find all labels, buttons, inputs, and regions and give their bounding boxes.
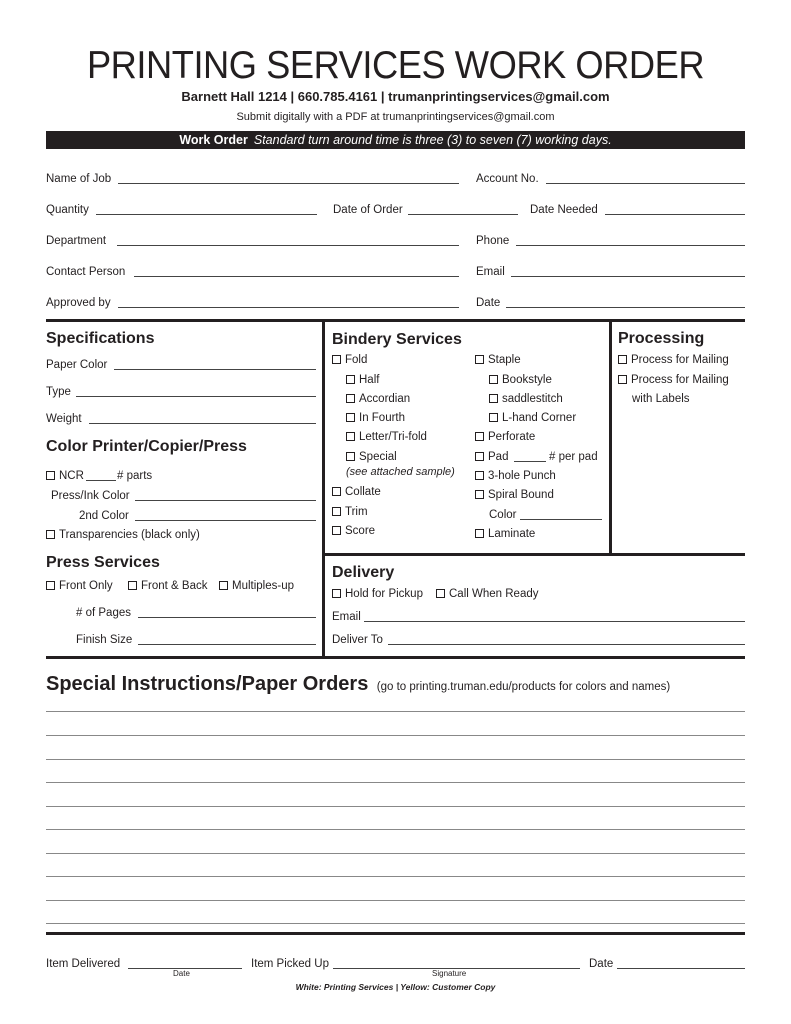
front-only-label: Front Only bbox=[59, 580, 113, 592]
special-instructions-note: (go to printing.truman.edu/products for colors and names) bbox=[376, 681, 671, 693]
three-hole-label: 3-hole Punch bbox=[488, 470, 556, 482]
weight-field[interactable] bbox=[89, 423, 316, 424]
instructions-line-3[interactable] bbox=[46, 759, 745, 760]
process-mailing-labels-checkbox[interactable] bbox=[618, 375, 627, 384]
ncr-option[interactable] bbox=[46, 469, 84, 483]
copy-distribution-note: White: Printing Services | Yellow: Customer Copy bbox=[295, 982, 496, 992]
bookstyle-option[interactable] bbox=[489, 373, 552, 387]
instructions-line-6[interactable] bbox=[46, 829, 745, 830]
second-color-field[interactable] bbox=[135, 520, 316, 521]
per-pad-label: # per pad bbox=[549, 451, 598, 463]
saddlestitch-label: saddlestitch bbox=[502, 393, 563, 405]
half-checkbox[interactable] bbox=[346, 375, 355, 384]
ncr-label: NCR bbox=[59, 470, 84, 482]
see-attached-note: (see attached sample) bbox=[346, 466, 455, 478]
collate-checkbox[interactable] bbox=[332, 487, 341, 496]
trim-label: Trim bbox=[345, 506, 368, 518]
transparencies-option[interactable] bbox=[46, 528, 200, 542]
phone-field[interactable] bbox=[516, 245, 745, 246]
item-delivered-label: Item Delivered bbox=[46, 958, 121, 970]
signature-caption: Signature bbox=[432, 969, 467, 978]
front-back-label: Front & Back bbox=[141, 580, 208, 592]
finish-size-label: Finish Size bbox=[76, 634, 133, 646]
laminate-checkbox[interactable] bbox=[475, 529, 484, 538]
front-back-option[interactable] bbox=[128, 579, 207, 593]
footer-divider bbox=[46, 932, 745, 935]
section-divider-bottom bbox=[46, 656, 745, 659]
multiples-up-label: Multiples-up bbox=[232, 580, 294, 592]
accordian-checkbox[interactable] bbox=[346, 394, 355, 403]
ncr-checkbox[interactable] bbox=[46, 471, 55, 480]
processing-heading: Processing bbox=[618, 330, 705, 347]
accordian-label: Accordian bbox=[359, 393, 411, 405]
instructions-line-7[interactable] bbox=[46, 853, 745, 854]
letter-trifold-checkbox[interactable] bbox=[346, 432, 355, 441]
spiral-color-field[interactable] bbox=[520, 519, 602, 520]
staple-checkbox[interactable] bbox=[475, 355, 484, 364]
contact-info: Barnett Hall 1214 | 660.785.4161 | trumanprintingservices@gmail.com bbox=[181, 89, 610, 104]
instructions-line-5[interactable] bbox=[46, 806, 745, 807]
quantity-label: Quantity bbox=[46, 204, 89, 216]
item-picked-up-label: Item Picked Up bbox=[251, 958, 329, 970]
process-mailing-option[interactable] bbox=[618, 353, 729, 367]
finish-size-field[interactable] bbox=[138, 644, 316, 645]
process-mailing-label: Process for Mailing bbox=[631, 354, 729, 366]
call-ready-checkbox[interactable] bbox=[436, 589, 445, 598]
contact-person-label: Contact Person bbox=[46, 266, 126, 278]
fold-option[interactable] bbox=[332, 353, 367, 367]
num-pages-field[interactable] bbox=[138, 617, 316, 618]
email-field[interactable] bbox=[511, 276, 745, 277]
contact-person-field[interactable] bbox=[134, 276, 459, 277]
instructions-line-9[interactable] bbox=[46, 900, 745, 901]
perforate-checkbox[interactable] bbox=[475, 432, 484, 441]
date-needed-label: Date Needed bbox=[530, 204, 598, 216]
work-order-banner bbox=[46, 131, 745, 149]
bindery-heading: Bindery Services bbox=[332, 331, 462, 348]
score-option[interactable] bbox=[332, 524, 375, 538]
special-checkbox[interactable] bbox=[346, 452, 355, 461]
type-label: Type bbox=[46, 386, 71, 398]
laminate-label: Laminate bbox=[488, 528, 536, 540]
front-back-checkbox[interactable] bbox=[128, 581, 137, 590]
date-needed-field[interactable] bbox=[605, 214, 745, 215]
special-label: Special bbox=[359, 451, 397, 463]
delivery-heading: Delivery bbox=[332, 564, 395, 581]
name-of-job-field[interactable] bbox=[118, 183, 459, 184]
date-of-order-label: Date of Order bbox=[333, 204, 403, 216]
process-mailing-checkbox[interactable] bbox=[618, 355, 627, 364]
three-hole-option[interactable] bbox=[475, 469, 556, 483]
saddlestitch-checkbox[interactable] bbox=[489, 394, 498, 403]
press-ink-color-label: Press/Ink Color bbox=[51, 490, 130, 502]
weight-label: Weight bbox=[46, 413, 82, 425]
banner-note: Standard turn around time is three (3) to seven (7) working days. bbox=[253, 133, 612, 147]
parts-label: # parts bbox=[117, 470, 153, 482]
in-fourth-option[interactable] bbox=[346, 411, 405, 425]
lhand-corner-label: L-hand Corner bbox=[502, 412, 577, 424]
specifications-heading: Specifications bbox=[46, 330, 155, 347]
spiral-bound-checkbox[interactable] bbox=[475, 490, 484, 499]
saddlestitch-option[interactable] bbox=[489, 392, 563, 406]
quantity-field[interactable] bbox=[96, 214, 317, 215]
ncr-parts-field[interactable] bbox=[86, 480, 116, 481]
type-field[interactable] bbox=[76, 396, 316, 397]
item-delivered-date-caption: Date bbox=[173, 969, 190, 978]
in-fourth-checkbox[interactable] bbox=[346, 413, 355, 422]
multiples-up-option[interactable] bbox=[219, 579, 294, 593]
deliver-to-label: Deliver To bbox=[332, 634, 383, 646]
accordian-option[interactable] bbox=[346, 392, 410, 406]
bookstyle-label: Bookstyle bbox=[502, 374, 552, 386]
collate-option[interactable] bbox=[332, 485, 381, 499]
process-mailing-labels-label: Process for Mailing bbox=[631, 374, 729, 386]
instructions-line-2[interactable] bbox=[46, 735, 745, 736]
trim-option[interactable] bbox=[332, 505, 368, 519]
lhand-corner-option[interactable] bbox=[489, 411, 576, 425]
hold-pickup-checkbox[interactable] bbox=[332, 589, 341, 598]
second-color-label: 2nd Color bbox=[79, 510, 129, 522]
date-field[interactable] bbox=[506, 307, 745, 308]
process-mailing-labels-option[interactable] bbox=[618, 373, 729, 387]
half-label: Half bbox=[359, 374, 380, 386]
with-labels-label: with Labels bbox=[632, 393, 690, 405]
call-ready-label: Call When Ready bbox=[449, 588, 539, 600]
staple-label: Staple bbox=[488, 354, 521, 366]
department-label: Department bbox=[46, 235, 107, 247]
special-instructions-header bbox=[46, 672, 670, 696]
hold-pickup-option[interactable] bbox=[332, 587, 423, 601]
transparencies-checkbox[interactable] bbox=[46, 530, 55, 539]
transparencies-label: Transparencies (black only) bbox=[59, 529, 200, 541]
laminate-option[interactable] bbox=[475, 527, 535, 541]
footer-date-field[interactable] bbox=[617, 968, 745, 969]
date-label: Date bbox=[476, 297, 501, 309]
lhand-corner-checkbox[interactable] bbox=[489, 413, 498, 422]
approved-by-label: Approved by bbox=[46, 297, 111, 309]
department-field[interactable] bbox=[117, 245, 459, 246]
trim-checkbox[interactable] bbox=[332, 507, 341, 516]
multiples-up-checkbox[interactable] bbox=[219, 581, 228, 590]
delivery-email-label: Email bbox=[332, 611, 361, 623]
front-only-checkbox[interactable] bbox=[46, 581, 55, 590]
column-divider-right bbox=[609, 319, 612, 555]
instructions-line-4[interactable] bbox=[46, 782, 745, 783]
account-no-field[interactable] bbox=[546, 183, 745, 184]
press-ink-color-field[interactable] bbox=[135, 500, 316, 501]
color-printer-heading: Color Printer/Copier/Press bbox=[46, 438, 247, 455]
pad-option[interactable] bbox=[475, 450, 508, 464]
footer-date-label: Date bbox=[589, 958, 614, 970]
banner-label: Work Order bbox=[179, 133, 248, 147]
press-services-heading: Press Services bbox=[46, 554, 160, 571]
deliver-to-field[interactable] bbox=[388, 644, 745, 645]
per-pad-field[interactable] bbox=[514, 461, 546, 462]
instructions-line-10[interactable] bbox=[46, 923, 745, 924]
submit-note: Submit digitally with a PDF at trumanprintingservices@gmail.com bbox=[236, 111, 555, 123]
in-fourth-label: In Fourth bbox=[359, 412, 406, 424]
bookstyle-checkbox[interactable] bbox=[489, 375, 498, 384]
section-divider-top bbox=[46, 319, 745, 322]
instructions-line-1[interactable] bbox=[46, 711, 745, 712]
fold-label: Fold bbox=[345, 354, 368, 366]
spiral-bound-label: Spiral Bound bbox=[488, 489, 554, 501]
perforate-option[interactable] bbox=[475, 430, 535, 444]
phone-label: Phone bbox=[476, 235, 510, 247]
letter-trifold-label: Letter/Tri-fold bbox=[359, 431, 427, 443]
special-option[interactable] bbox=[346, 450, 397, 464]
spiral-color-label: Color bbox=[489, 509, 517, 521]
pad-label: Pad bbox=[488, 451, 509, 463]
email-label: Email bbox=[476, 266, 505, 278]
score-label: Score bbox=[345, 525, 376, 537]
name-of-job-label: Name of Job bbox=[46, 173, 112, 185]
collate-label: Collate bbox=[345, 486, 381, 498]
delivery-email-field[interactable] bbox=[364, 621, 745, 622]
fold-checkbox[interactable] bbox=[332, 355, 341, 364]
num-pages-label: # of Pages bbox=[76, 607, 131, 619]
perforate-label: Perforate bbox=[488, 431, 536, 443]
date-of-order-field[interactable] bbox=[408, 214, 518, 215]
score-checkbox[interactable] bbox=[332, 526, 341, 535]
page-title: PRINTING SERVICES WORK ORDER bbox=[86, 44, 705, 87]
pad-checkbox[interactable] bbox=[475, 452, 484, 461]
account-no-label: Account No. bbox=[476, 173, 539, 185]
half-option[interactable] bbox=[346, 373, 379, 387]
special-instructions-heading: Special Instructions/Paper Orders bbox=[46, 673, 369, 695]
instructions-line-8[interactable] bbox=[46, 876, 745, 877]
three-hole-checkbox[interactable] bbox=[475, 471, 484, 480]
paper-color-field[interactable] bbox=[114, 369, 316, 370]
approved-by-field[interactable] bbox=[118, 307, 459, 308]
delivery-divider bbox=[322, 553, 745, 556]
staple-option[interactable] bbox=[475, 353, 521, 367]
hold-pickup-label: Hold for Pickup bbox=[345, 588, 423, 600]
column-divider-left bbox=[322, 319, 325, 658]
front-only-option[interactable] bbox=[46, 579, 113, 593]
spiral-bound-option[interactable] bbox=[475, 488, 554, 502]
letter-trifold-option[interactable] bbox=[346, 430, 427, 444]
call-ready-option[interactable] bbox=[436, 587, 538, 601]
paper-color-label: Paper Color bbox=[46, 359, 108, 371]
